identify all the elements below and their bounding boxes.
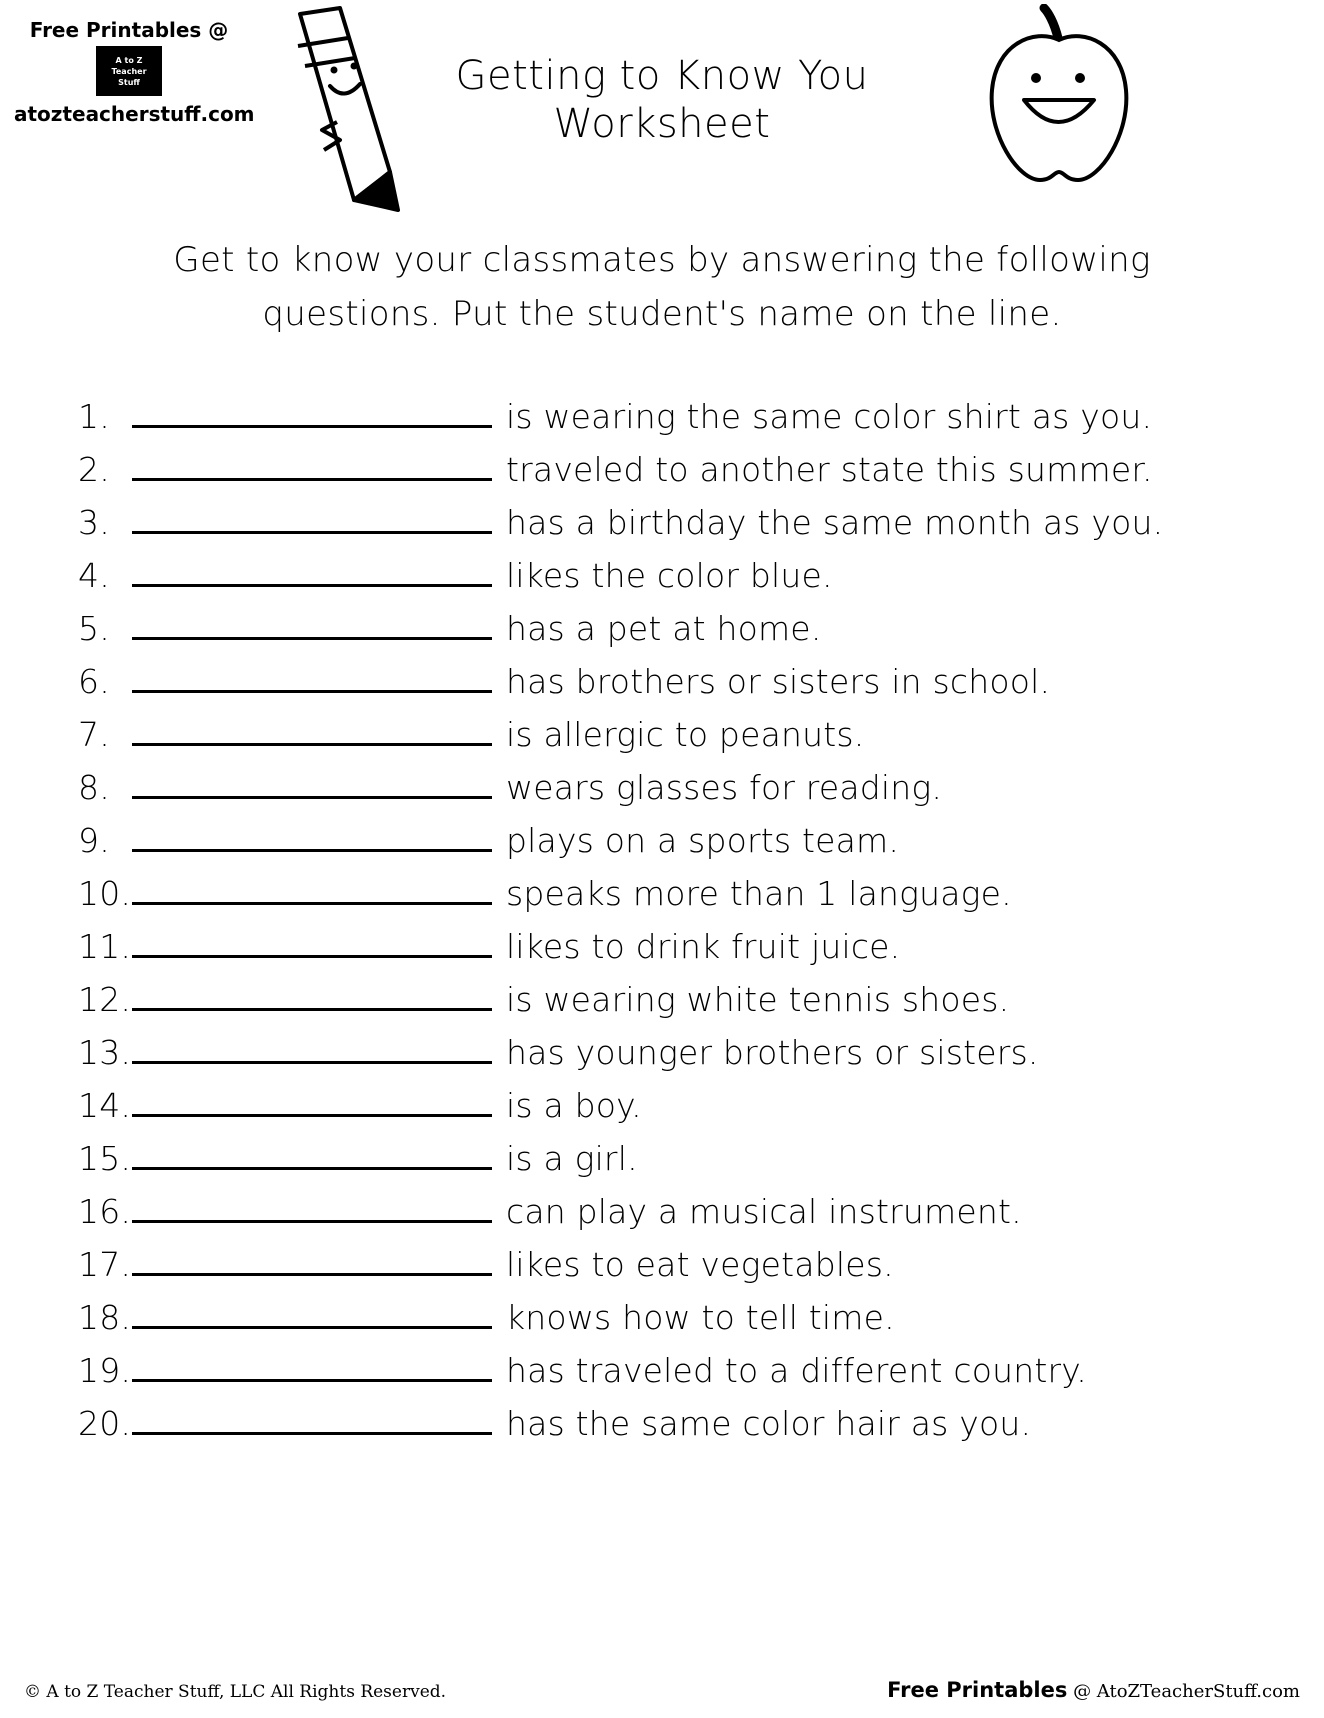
question-text: is wearing the same color shirt as you. bbox=[506, 397, 1153, 436]
question-number: 7. bbox=[78, 715, 110, 754]
question-text: is a boy. bbox=[506, 1086, 642, 1125]
name-blank-line[interactable] bbox=[132, 656, 492, 693]
question-text: is wearing white tennis shoes. bbox=[506, 980, 1010, 1019]
question-number: 3. bbox=[78, 503, 110, 542]
page-title-line-1: Getting to Know You bbox=[455, 53, 869, 99]
name-blank-line[interactable] bbox=[132, 921, 492, 958]
question-text: plays on a sports team. bbox=[506, 821, 900, 860]
question-number: 2. bbox=[78, 450, 110, 489]
question-text: likes to drink fruit juice. bbox=[506, 927, 901, 966]
question-text: has a pet at home. bbox=[506, 609, 822, 648]
list-item bbox=[78, 709, 1324, 762]
worksheet-header bbox=[0, 0, 1324, 215]
question-number: 12. bbox=[78, 980, 132, 1019]
list-item bbox=[78, 868, 1324, 921]
name-blank-line[interactable] bbox=[132, 603, 492, 640]
question-number: 6. bbox=[78, 662, 110, 701]
page-title-line-2: Worksheet bbox=[553, 101, 771, 147]
list-item bbox=[78, 603, 1324, 656]
question-text: likes the color blue. bbox=[506, 556, 833, 595]
copyright-text: © A to Z Teacher Stuff, LLC All Rights Reserved. bbox=[24, 1682, 447, 1702]
question-text: is allergic to peanuts. bbox=[506, 715, 865, 754]
name-blank-line[interactable] bbox=[132, 391, 492, 428]
question-text: has a birthday the same month as you. bbox=[506, 503, 1164, 542]
question-number: 4. bbox=[78, 556, 110, 595]
name-blank-line[interactable] bbox=[132, 1186, 492, 1223]
name-blank-line[interactable] bbox=[132, 868, 492, 905]
name-blank-line[interactable] bbox=[132, 1345, 492, 1382]
questions-list bbox=[0, 391, 1324, 1451]
question-text: speaks more than 1 language. bbox=[506, 874, 1012, 913]
page-footer bbox=[0, 1664, 1324, 1702]
question-text: has traveled to a different country. bbox=[506, 1351, 1087, 1390]
list-item bbox=[78, 921, 1324, 974]
name-blank-line[interactable] bbox=[132, 709, 492, 746]
question-number: 9. bbox=[78, 821, 110, 860]
list-item bbox=[78, 1398, 1324, 1451]
list-item bbox=[78, 1133, 1324, 1186]
question-text: knows how to tell time. bbox=[506, 1298, 895, 1337]
name-blank-line[interactable] bbox=[132, 974, 492, 1011]
list-item bbox=[78, 444, 1324, 497]
name-blank-line[interactable] bbox=[132, 1292, 492, 1329]
logo-line-2: Teacher bbox=[111, 66, 147, 76]
name-blank-line[interactable] bbox=[132, 1080, 492, 1117]
name-blank-line[interactable] bbox=[132, 1239, 492, 1276]
list-item bbox=[78, 550, 1324, 603]
question-number: 8. bbox=[78, 768, 110, 807]
question-number: 20. bbox=[78, 1404, 132, 1443]
brand-top-text: Free Printables @ bbox=[29, 18, 229, 42]
question-number: 5. bbox=[78, 609, 110, 648]
question-number: 18. bbox=[78, 1298, 132, 1337]
question-number: 1. bbox=[78, 397, 110, 436]
list-item bbox=[78, 1239, 1324, 1292]
list-item bbox=[78, 1080, 1324, 1133]
list-item bbox=[78, 1027, 1324, 1080]
list-item bbox=[78, 391, 1324, 444]
name-blank-line[interactable] bbox=[132, 550, 492, 587]
list-item bbox=[78, 1345, 1324, 1398]
footer-site: @ AtoZTeacherStuff.com bbox=[1073, 1681, 1300, 1702]
list-item bbox=[78, 974, 1324, 1027]
name-blank-line[interactable] bbox=[132, 1398, 492, 1435]
name-blank-line[interactable] bbox=[132, 815, 492, 852]
list-item bbox=[78, 762, 1324, 815]
footer-brand bbox=[887, 1678, 1300, 1702]
list-item bbox=[78, 497, 1324, 550]
question-text: wears glasses for reading. bbox=[506, 768, 943, 807]
question-text: likes to eat vegetables. bbox=[506, 1245, 894, 1284]
question-number: 13. bbox=[78, 1033, 132, 1072]
question-text: traveled to another state this summer. bbox=[506, 450, 1153, 489]
name-blank-line[interactable] bbox=[132, 497, 492, 534]
list-item bbox=[78, 815, 1324, 868]
name-blank-line[interactable] bbox=[132, 762, 492, 799]
page-title bbox=[0, 52, 1324, 148]
question-text: has brothers or sisters in school. bbox=[506, 662, 1051, 701]
list-item bbox=[78, 1186, 1324, 1239]
name-blank-line[interactable] bbox=[132, 444, 492, 481]
question-number: 19. bbox=[78, 1351, 132, 1390]
name-blank-line[interactable] bbox=[132, 1027, 492, 1064]
question-text: has younger brothers or sisters. bbox=[506, 1033, 1039, 1072]
question-number: 14. bbox=[78, 1086, 132, 1125]
list-item bbox=[78, 1292, 1324, 1345]
question-number: 17. bbox=[78, 1245, 132, 1284]
question-number: 15. bbox=[78, 1139, 132, 1178]
instructions-text: Get to know your classmates by answering the following questions. Put the student's name on the line. bbox=[173, 240, 1151, 334]
brand-site-text: atozteacherstuff.com bbox=[14, 102, 255, 126]
question-number: 10. bbox=[78, 874, 132, 913]
question-text: is a girl. bbox=[506, 1139, 638, 1178]
question-number: 16. bbox=[78, 1192, 132, 1231]
question-number: 11. bbox=[78, 927, 132, 966]
logo-line-1: A to Z bbox=[115, 55, 143, 65]
list-item bbox=[78, 656, 1324, 709]
question-text: has the same color hair as you. bbox=[506, 1404, 1032, 1443]
footer-free-printables: Free Printables bbox=[887, 1678, 1068, 1702]
name-blank-line[interactable] bbox=[132, 1133, 492, 1170]
question-text: can play a musical instrument. bbox=[506, 1192, 1022, 1231]
logo-line-3: Stuff bbox=[118, 77, 140, 87]
